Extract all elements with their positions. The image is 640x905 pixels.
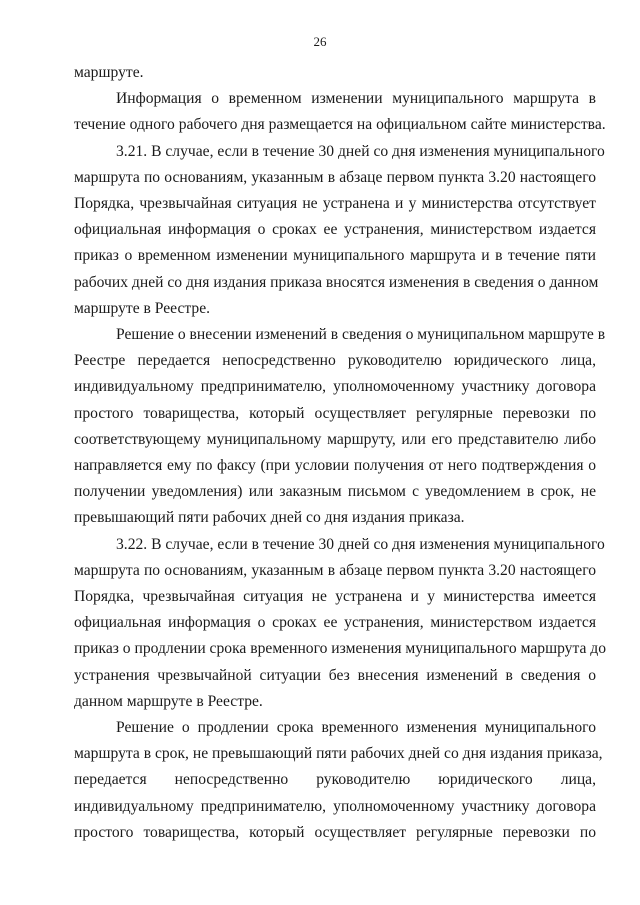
paragraph [74, 532, 607, 715]
paragraph [74, 60, 596, 86]
text-line: Решение о продлении срока временного изменения муниципального [116, 719, 596, 737]
text-line: 3.21. В случае, если в течение 30 дней со дня изменения муниципального [116, 142, 605, 160]
paragraph [74, 715, 603, 846]
text-line: Реестре передается непосредственно руководителю юридического лица, [74, 352, 596, 370]
text-line: приказ о продлении срока временного изменения муниципального маршрута до [74, 640, 607, 658]
text-line: индивидуальному предпринимателю, уполномоченному участнику договора [74, 797, 596, 815]
text-line: официальная информация о сроках ее устранения, министерством издается [74, 614, 596, 632]
text-line: устранения чрезвычайной ситуации без внесения изменений в сведения о [74, 666, 596, 684]
text-line: соответствующему муниципальному маршруту, или его представителю либо [74, 430, 596, 448]
paragraph [74, 86, 606, 138]
text-line: 3.22. В случае, если в течение 30 дней со дня изменения муниципального [116, 535, 605, 553]
text-line: приказ о временном изменении муниципального маршрута и в течение пяти [74, 247, 596, 265]
text-line: направляется ему по факсу (при условии получения от него подтверждения о [74, 457, 596, 475]
text-line: Решение о внесении изменений в сведения о муниципальном маршруте в [116, 326, 606, 344]
text-line: маршруте. [74, 64, 144, 81]
text-line: простого товарищества, который осуществляет регулярные перевозки по [74, 404, 596, 422]
text-line: Информация о временном изменении муниципального маршрута в [116, 90, 596, 108]
page-number: 26 [313, 34, 327, 49]
text-line: индивидуальному предпринимателю, уполномоченному участнику договора [74, 378, 596, 396]
text-line: превышающий пяти рабочих дней со дня издания приказа. [74, 509, 465, 527]
text-line: Порядка, чрезвычайная ситуация не устранена и у министерства отсутствует [74, 195, 596, 213]
text-line: течение одного рабочего дня размещается на официальном сайте министерства. [74, 116, 606, 134]
text-line: маршрута по основаниям, указанным в абзаце первом пункта 3.20 настоящего [74, 168, 596, 186]
text-line: маршрута в срок, не превышающий пяти рабочих дней со дня издания приказа, [74, 745, 603, 763]
paragraph [74, 322, 606, 532]
text-line: рабочих дней со дня издания приказа вносятся изменения в сведения о данном [74, 273, 599, 291]
paragraph [74, 139, 605, 322]
document-body [74, 60, 607, 846]
text-line: простого товарищества, который осуществляет регулярные перевозки по [74, 823, 596, 841]
text-line: маршрута по основаниям, указанным в абзаце первом пункта 3.20 настоящего [74, 561, 596, 579]
text-line: данном маршруте в Реестре. [74, 692, 263, 710]
text-line: Порядка, чрезвычайная ситуация не устранена и у министерства имеется [74, 588, 596, 606]
text-line: маршруте в Реестре. [74, 299, 211, 317]
text-line: официальная информация о сроках ее устранения, министерством издается [74, 221, 596, 239]
text-line: передается непосредственно руководителю юридического лица, [74, 771, 596, 789]
text-line: получении уведомления) или заказным письмом с уведомлением в срок, не [74, 483, 596, 501]
